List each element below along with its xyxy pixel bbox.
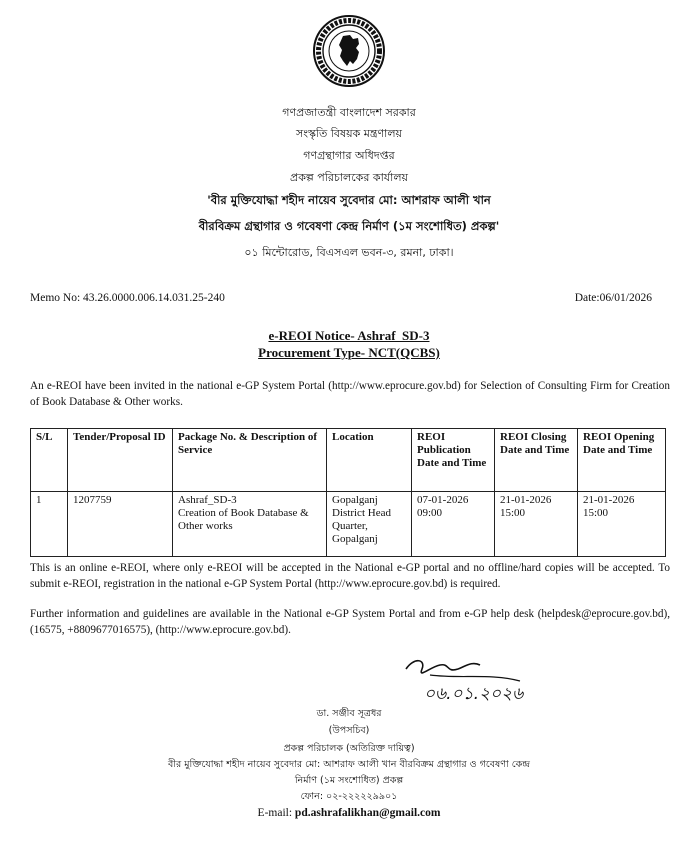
signatory-project-line-1: বীর মুক্তিযোদ্ধা শহীদ নায়েব সুবেদার মো: আশরাফ আলী খান বীরবিক্রম গ্রন্থাগার ও গবেষণা কেন্দ্র: [168, 759, 530, 770]
col-package: Package No. & Description of Service: [173, 429, 327, 492]
signatory-name: ডা. সঞ্জীব সূত্রধর: [316, 708, 382, 719]
publication-date: 07-01-2026: [417, 494, 469, 506]
opening-date: 21-01-2026: [583, 494, 635, 506]
header-line-office: প্রকল্প পরিচালকের কার্যালয়: [290, 171, 408, 184]
signatory-designation: (উপসচিব): [328, 725, 370, 736]
signatory-email-line: [0, 807, 698, 819]
closing-time: 15:00: [500, 507, 526, 519]
package-description: Creation of Book Database & Other works: [178, 507, 309, 532]
header-line-ministry: সংস্কৃতি বিষয়ক মন্ত্রণালয়: [295, 127, 403, 140]
col-location: Location: [327, 429, 412, 492]
col-publication: REOI Publication Date and Time: [412, 429, 495, 492]
government-seal-icon: [312, 14, 386, 88]
cell-sl: 1: [31, 492, 68, 557]
cell-tender-id: 1207759: [68, 492, 173, 557]
signatory-phone: ফোন: ০২-২২২২২৯৯০১: [300, 791, 398, 802]
handwritten-signature: [400, 655, 580, 707]
header-line-address: ০১ মিন্টোরোড, বিএসএল ভবন-৩, রমনা, ঢাকা।: [244, 246, 454, 259]
signatory-project-line-2: নির্মাণ (১ম সংশোধিত) প্রকল্প: [294, 775, 404, 786]
col-closing: REOI Closing Date and Time: [495, 429, 578, 492]
table-row: [31, 492, 666, 557]
tender-table: [30, 428, 666, 557]
header-line-department: গণগ্রন্থাগার অধিদপ্তর: [303, 149, 395, 162]
email-link[interactable]: pd.ashrafalikhan@gmail.com: [294, 807, 441, 819]
table-header-row: [31, 429, 666, 492]
memo-date: Date:06/01/2026: [574, 292, 652, 304]
package-number: Ashraf_SD-3: [178, 494, 237, 506]
header-line-project-1: 'বীর মুক্তিযোদ্ধা শহীদ নায়েব সুবেদার মো: আশরাফ আলী খান: [207, 193, 491, 207]
cell-package: [173, 492, 327, 557]
intro-paragraph: An e-REOI have been invited in the national e-GP System Portal (http://www.eprocure.gov.bd) for Selection of Consulting Firm for Creation of Book Database & Other works.: [30, 380, 670, 408]
opening-time: 15:00: [583, 507, 609, 519]
closing-date: 21-01-2026: [500, 494, 552, 506]
online-note-paragraph: This is an online e-REOI, where only e-REOI will be accepted in the National e-GP portal and no offline/hard copies will be accepted. To submit e-REOI, registration in the national e-GP System Portal (http://www.eprocure.gov.bd) is required.: [30, 562, 670, 590]
cell-opening: [578, 492, 666, 557]
notice-title: e-REOI Notice- Ashraf_SD-3: [268, 328, 430, 343]
cell-publication: [412, 492, 495, 557]
col-tender-id: Tender/Proposal ID: [68, 429, 173, 492]
signature-date: ০৬.০১.২০২৬: [424, 684, 524, 704]
header-line-government: গণপ্রজাতন্ত্রী বাংলাদেশ সরকার: [282, 106, 416, 119]
guideline-paragraph: Further information and guidelines are available in the National e-GP System Portal and from e-GP help desk (helpdesk@eprocure.gov.bd), (16575, +8809677016575), (http://www.eprocure.gov.bd).: [30, 608, 670, 636]
procurement-type: Procurement Type- NCT(QCBS): [258, 345, 440, 360]
cell-location: Gopalganj District Head Quarter, Gopalganj: [327, 492, 412, 557]
publication-time: 09:00: [417, 507, 443, 519]
header-line-project-2: বীরবিক্রম গ্রন্থাগার ও গবেষণা কেন্দ্র নির্মাণ (১ম সংশোধিত) প্রকল্প': [198, 219, 500, 233]
signatory-role: প্রকল্প পরিচালক (অতিরিক্ত দায়িত্ব): [283, 743, 415, 754]
memo-number: Memo No: 43.26.0000.006.14.031.25-240: [30, 292, 225, 304]
email-label: E-mail:: [257, 807, 295, 819]
col-sl: S/L: [31, 429, 68, 492]
cell-closing: [495, 492, 578, 557]
col-opening: REOI Opening Date and Time: [578, 429, 666, 492]
